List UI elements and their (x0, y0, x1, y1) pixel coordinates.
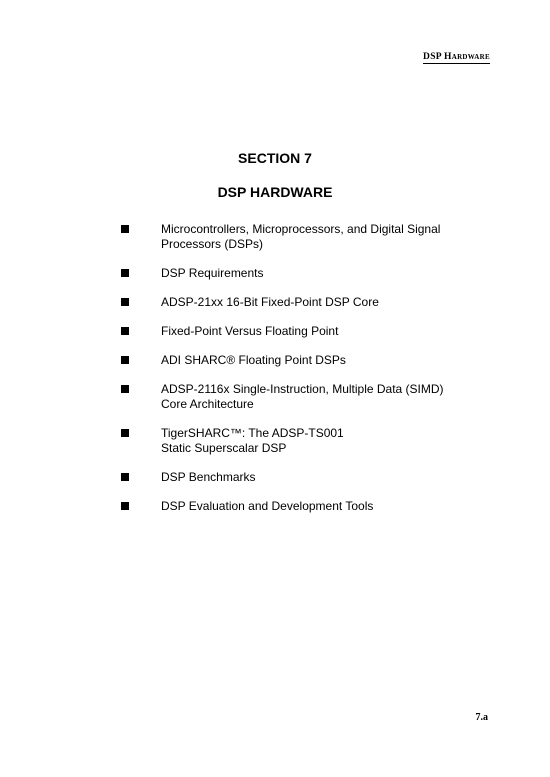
topic-text: DSP Benchmarks (161, 470, 256, 484)
page-number: 7.a (475, 712, 488, 723)
topic-text: TigerSHARC™: The ADSP-TS001 (161, 426, 344, 440)
square-bullet-icon (121, 225, 129, 233)
square-bullet-icon (121, 385, 129, 393)
section-number: SECTION 7 (238, 150, 312, 166)
square-bullet-icon (121, 298, 129, 306)
topic-list-item (121, 353, 481, 368)
topic-list-item (121, 499, 481, 514)
square-bullet-icon (121, 356, 129, 364)
square-bullet-icon (121, 269, 129, 277)
topic-list-item (121, 382, 481, 412)
topic-text: ADI SHARC® Floating Point DSPs (161, 353, 346, 367)
topic-text: Fixed-Point Versus Floating Point (161, 324, 339, 338)
topic-list-item (121, 222, 481, 252)
topic-list-item (121, 295, 481, 310)
topic-text-continued: Core Architecture (161, 397, 254, 411)
topic-text: Microcontrollers, Microprocessors, and Digital Signal (161, 222, 441, 236)
section-title: DSP HARDWARE (217, 184, 333, 200)
topic-text: ADSP-21xx 16-Bit Fixed-Point DSP Core (161, 295, 379, 309)
topic-text: DSP Requirements (161, 266, 264, 280)
topic-text-continued: Processors (DSPs) (161, 237, 264, 251)
topic-list-item (121, 266, 481, 281)
running-header (423, 52, 490, 64)
square-bullet-icon (121, 327, 129, 335)
topic-text: DSP Evaluation and Development Tools (161, 499, 374, 513)
topic-text-continued: Static Superscalar DSP (161, 441, 287, 455)
topic-text: ADSP-2116x Single-Instruction, Multiple Data (SIMD) (161, 382, 444, 396)
square-bullet-icon (121, 502, 129, 510)
topic-list-item (121, 426, 481, 456)
topic-list (121, 222, 481, 528)
square-bullet-icon (121, 429, 129, 437)
square-bullet-icon (121, 473, 129, 481)
running-header-cap: DSP H (423, 52, 452, 62)
topic-list-item (121, 470, 481, 485)
topic-list-item (121, 324, 481, 339)
running-header-rest: ARDWARE (451, 53, 490, 61)
